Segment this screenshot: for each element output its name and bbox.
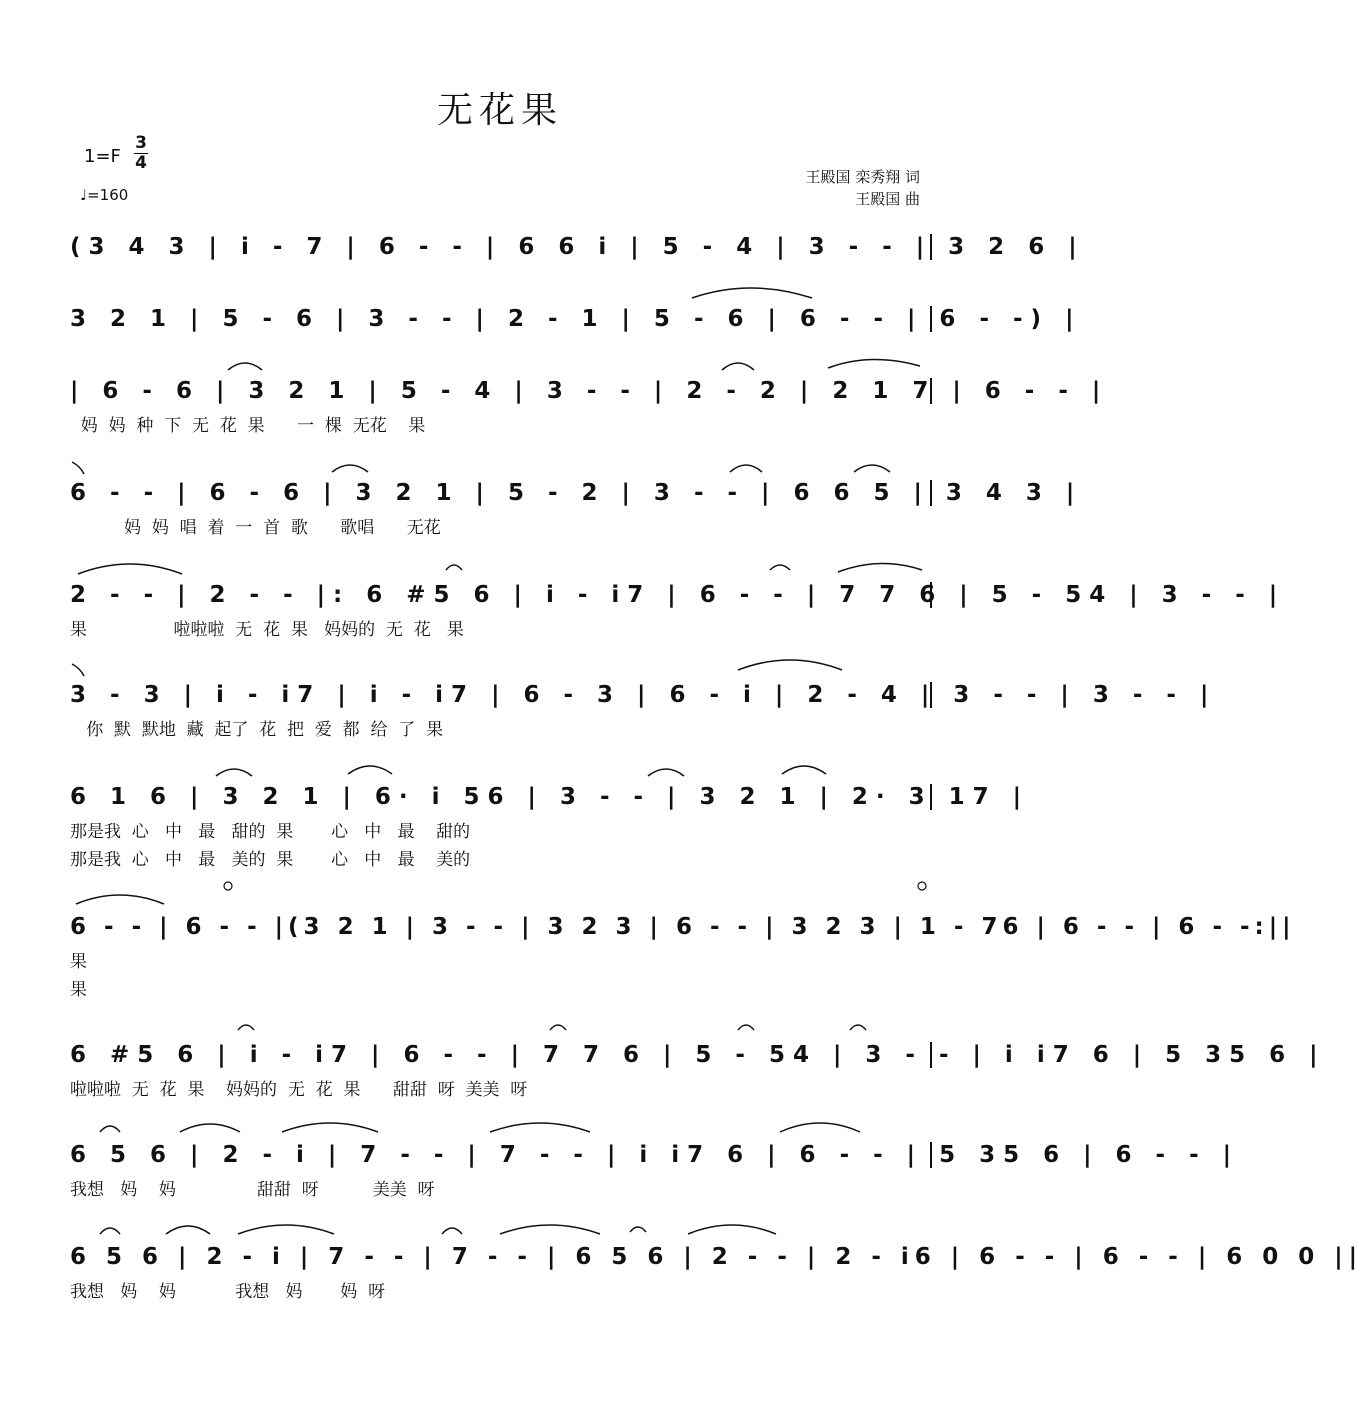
barline [930,784,932,810]
score-row-5 [70,580,1286,640]
row-lyric: 我想 妈 妈 甜甜 呀 美美 呀 [70,1180,435,1200]
row-lyric: 妈 妈 种 下 无 花 果 一 棵 无花 果 [70,416,426,436]
row-lyric: 那是我 心 中 最 甜的 果 心 中 最 甜的 [70,822,471,842]
row-notes: | 6 - 6 | 3 2 1 | 5 - 4 | 3 - - | 2 - 2 | 2 1 7 | 6 - - | [70,378,1109,404]
barline [930,378,932,404]
row-lyric: 你 默 默地 藏 起了 花 把 爱 都 给 了 果 [70,720,444,740]
score-row-3 [70,376,1109,436]
barline [930,1142,932,1168]
credits [805,166,920,210]
score-row-10 [70,1140,1240,1200]
row-lyric: 果 [70,952,87,972]
key-signature: 1=F [84,146,121,167]
lyricist-credit: 王殿国 栾秀翔 词 [805,168,920,186]
row-notes: 6 5 6 | 2 - i | 7 - - | 7 - - | 6 5 6 | 2 - - | 2 - i6 | 6 - - | 6 - - | 6 0 0 || [70,1244,1363,1270]
row-lyric-verse-2: 那是我 心 中 最 美的 果 心 中 最 美的 [70,850,471,870]
song-title: 无花果 [436,90,563,131]
quarter-note-icon: ♩ [80,186,88,204]
row-notes: 6 1 6 | 3 2 1 | 6· i 56 | 3 - - | 3 2 1 | 2· 3 17 | [70,784,1030,810]
score-row-1 [70,232,1085,262]
meter-bottom: 4 [135,153,147,173]
barline [930,1042,932,1068]
row-notes: 6 #5 6 | i - i7 | 6 - - | 7 7 6 | 5 - 54 | 3 - - | i i7 6 | 5 35 6 | [70,1042,1326,1068]
tempo-value: =160 [87,186,129,204]
score-row-7 [70,782,1030,870]
row-notes: 2 - - | 2 - - |: 6 #5 6 | i - i7 | 6 - - | 7 7 6 | 5 - 54 | 3 - - | [70,582,1286,608]
row-notes: 3 - 3 | i - i7 | i - i7 | 6 - 3 | 6 - i | 2 - 4 | 3 - - | 3 - - | [70,682,1217,708]
row-lyric: 妈 妈 唱 着 一 首 歌 歌唱 无花 [70,518,441,538]
row-notes: 6 - - | 6 - 6 | 3 2 1 | 5 - 2 | 3 - - | 6 6 5 | 3 4 3 | [70,480,1083,506]
tempo-marking [80,186,128,204]
row-notes: (3 4 3 | i - 7 | 6 - - | 6 6 i | 5 - 4 | 3 - - | 3 2 6 | [70,234,1085,260]
score-row-8 [70,912,1296,1000]
barline [930,480,932,506]
barline [930,234,932,260]
barline [930,306,932,332]
score-row-6 [70,680,1217,740]
row-lyric: 啦啦啦 无 花 果 妈妈的 无 花 果 甜甜 呀 美美 呀 [70,1080,528,1100]
score-row-11 [70,1242,1363,1302]
row-lyric-verse-2: 果 [70,980,87,1000]
score-row-4 [70,478,1083,538]
time-signature [134,134,148,173]
row-lyric: 我想 妈 妈 我想 妈 妈 呀 [70,1282,386,1302]
score-row-2 [70,304,1082,334]
row-lyric: 果 啦啦啦 无 花 果 妈妈的 无 花 果 [70,620,464,640]
barline [930,682,932,708]
row-notes: 6 - - | 6 - - |(3 2 1 | 3 - - | 3 2 3 | 6 - - | 3 2 3 | 1 - 76 | 6 - - | 6 - -:|| [70,914,1296,940]
composer-credit: 王殿国 曲 [855,190,920,208]
score-row-9 [70,1040,1326,1100]
barline [930,582,932,608]
row-notes: 6 5 6 | 2 - i | 7 - - | 7 - - | i i7 6 | 6 - - | 5 35 6 | 6 - - | [70,1142,1240,1168]
meter-top: 3 [135,133,147,153]
row-notes: 3 2 1 | 5 - 6 | 3 - - | 2 - 1 | 5 - 6 | 6 - - | 6 - -) | [70,306,1082,332]
